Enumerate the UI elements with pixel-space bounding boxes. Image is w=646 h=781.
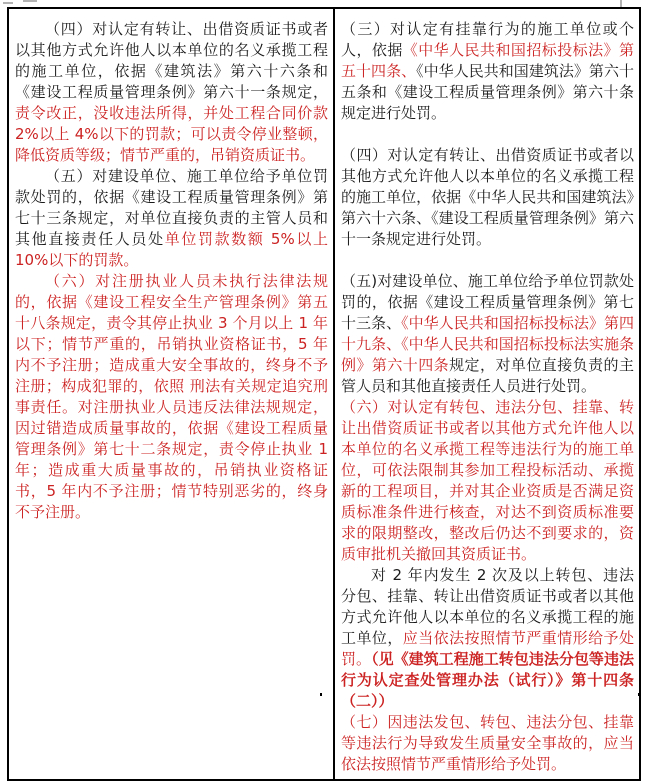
text-run: （六）对注册执业人员未执行法律法规的，依据《建设工程安全生产管理条例》第五十八条规定，责令其停止执业 3 个月以上 1 年以下；情节严重的，吊销执业资格证书，5 年内不予注册；造成重大安全事故的，终身不予注册；构成犯罪的，依照 刑法有关规定追究刑事责任。对注册执业人员违反法律法规规定，因过错造成质量事故的，依据《建设工程质量管理条例》第七十二条规定，责令停止执业 1 年；造成重大质量事故的，吊销执业资格证书，5 年内不予注册；情节特别恶劣的，终身不予注册。	[15, 272, 328, 521]
text-run: （七）因违法发包、转包、违法分包、挂靠等违法行为导致发生质量安全事故的，应当依法按照情节严重情形给予处罚。	[341, 713, 634, 773]
cropped-row-artifact-top-right	[620, 0, 622, 7]
text-run: 《中华人民共和国建筑法》第六十五条和《建设工程质量管理条例》第六十条规定进行处罚。	[341, 62, 634, 122]
text-run: 《中华人民共和国招标投标法》第四十九条、《中华人民共和国招标投标法实施条例》第六十四条	[341, 314, 634, 374]
text-run: 规定，对单位直接负责的主管人员和其他直接责任人员进行处罚。	[341, 356, 634, 395]
text-run: （三）对认定有挂靠行为的施工单位或个人，依据	[341, 20, 634, 59]
text-run: 单位罚款数额 5%以上 10%以下的罚款。	[15, 230, 328, 269]
text-run: （六）对认定有转包、违法分包、挂靠、转让出借资质证书或者以其他方式允许他人以本单位的名义承揽工程等违法行为的施工单位，可依法限制其参加工程投标活动、承揽新的工程项目，并对其企业资质是否满足资质标准条件进行核查，对达不到资质标准要求的限期整改，整改后仍达不到要求的，资质审批机关撤回其资质证书。	[341, 398, 634, 563]
cropped-row-artifact-top-left-1	[3, 2, 13, 4]
penalty-comparison-table	[7, 7, 641, 781]
table-row	[8, 8, 640, 780]
text-run: （四）对认定有转让、出借资质证书或者以其他方式允许他人以本单位的名义承揽工程的施工单位，依据《建筑法》第六十六条和《建设工程质量管理条例》第六十一条规定，	[15, 20, 328, 101]
left-item-4-transfer-lend-certificate-penalty	[15, 19, 328, 166]
text-run: （五)对建设单位、施工单位给予单位罚款处罚的，依据《建设工程质量管理条例》第七十三条、	[341, 272, 634, 332]
left-item-6-registered-practitioner-penalty	[15, 271, 328, 523]
right-item-7-accident-penalty	[341, 712, 634, 775]
text-run: 《中华人民共和国招标投标法》第五十四条、	[341, 41, 634, 80]
cropped-row-artifact-top-left-2	[23, 0, 37, 2]
text-run: （四）对认定有转让、出借资质证书或者以其他方式允许他人以本单位的名义承揽工程的施工单位，依据《中华人民共和国建筑法》第六十六条、《建设工程质量管理条例》第六十一条规定进行处罚。	[341, 146, 634, 248]
left-item-5-unit-fine-penalty	[15, 166, 328, 271]
paragraph-spacer	[341, 250, 634, 271]
right-item-3-affiliation-penalty	[341, 19, 634, 124]
right-item-6-subcontract-violation-restriction	[341, 397, 634, 565]
right-column-cell	[334, 8, 640, 780]
left-column-cell	[8, 8, 334, 780]
text-run: 对 2 年内发生 2 次及以上转包、违法分包、挂靠、转让出借资质证书或者以其他方式允许他人以本单位的名义承揽工程的施工单位，	[341, 566, 634, 647]
text-run: 责令改正，没收违法所得，并处工程合同价款 2%以上 4%以下的罚款；可以责令停业整顿，降低资质等级；情节严重的，吊销资质证书。	[15, 104, 328, 164]
right-item-5-unit-fine-penalty	[341, 271, 634, 397]
text-run: 应当依法按照情节严重情形给予处罚。	[341, 629, 634, 668]
text-run: （见《建筑工程施工转包违法分包等违法行为认定查处管理办法（试行）》第十四条（二））	[341, 650, 634, 710]
paragraph-spacer	[341, 124, 634, 145]
right-item-4-transfer-lend-certificate-penalty	[341, 145, 634, 250]
text-run: （五）对建设单位、施工单位给予单位罚款处罚的，依据《建设工程质量管理条例》第七十三条规定，对单位直接负责的主管人员和其他直接责任人员处	[15, 167, 328, 248]
right-item-6-repeat-violation-clause	[341, 565, 634, 712]
